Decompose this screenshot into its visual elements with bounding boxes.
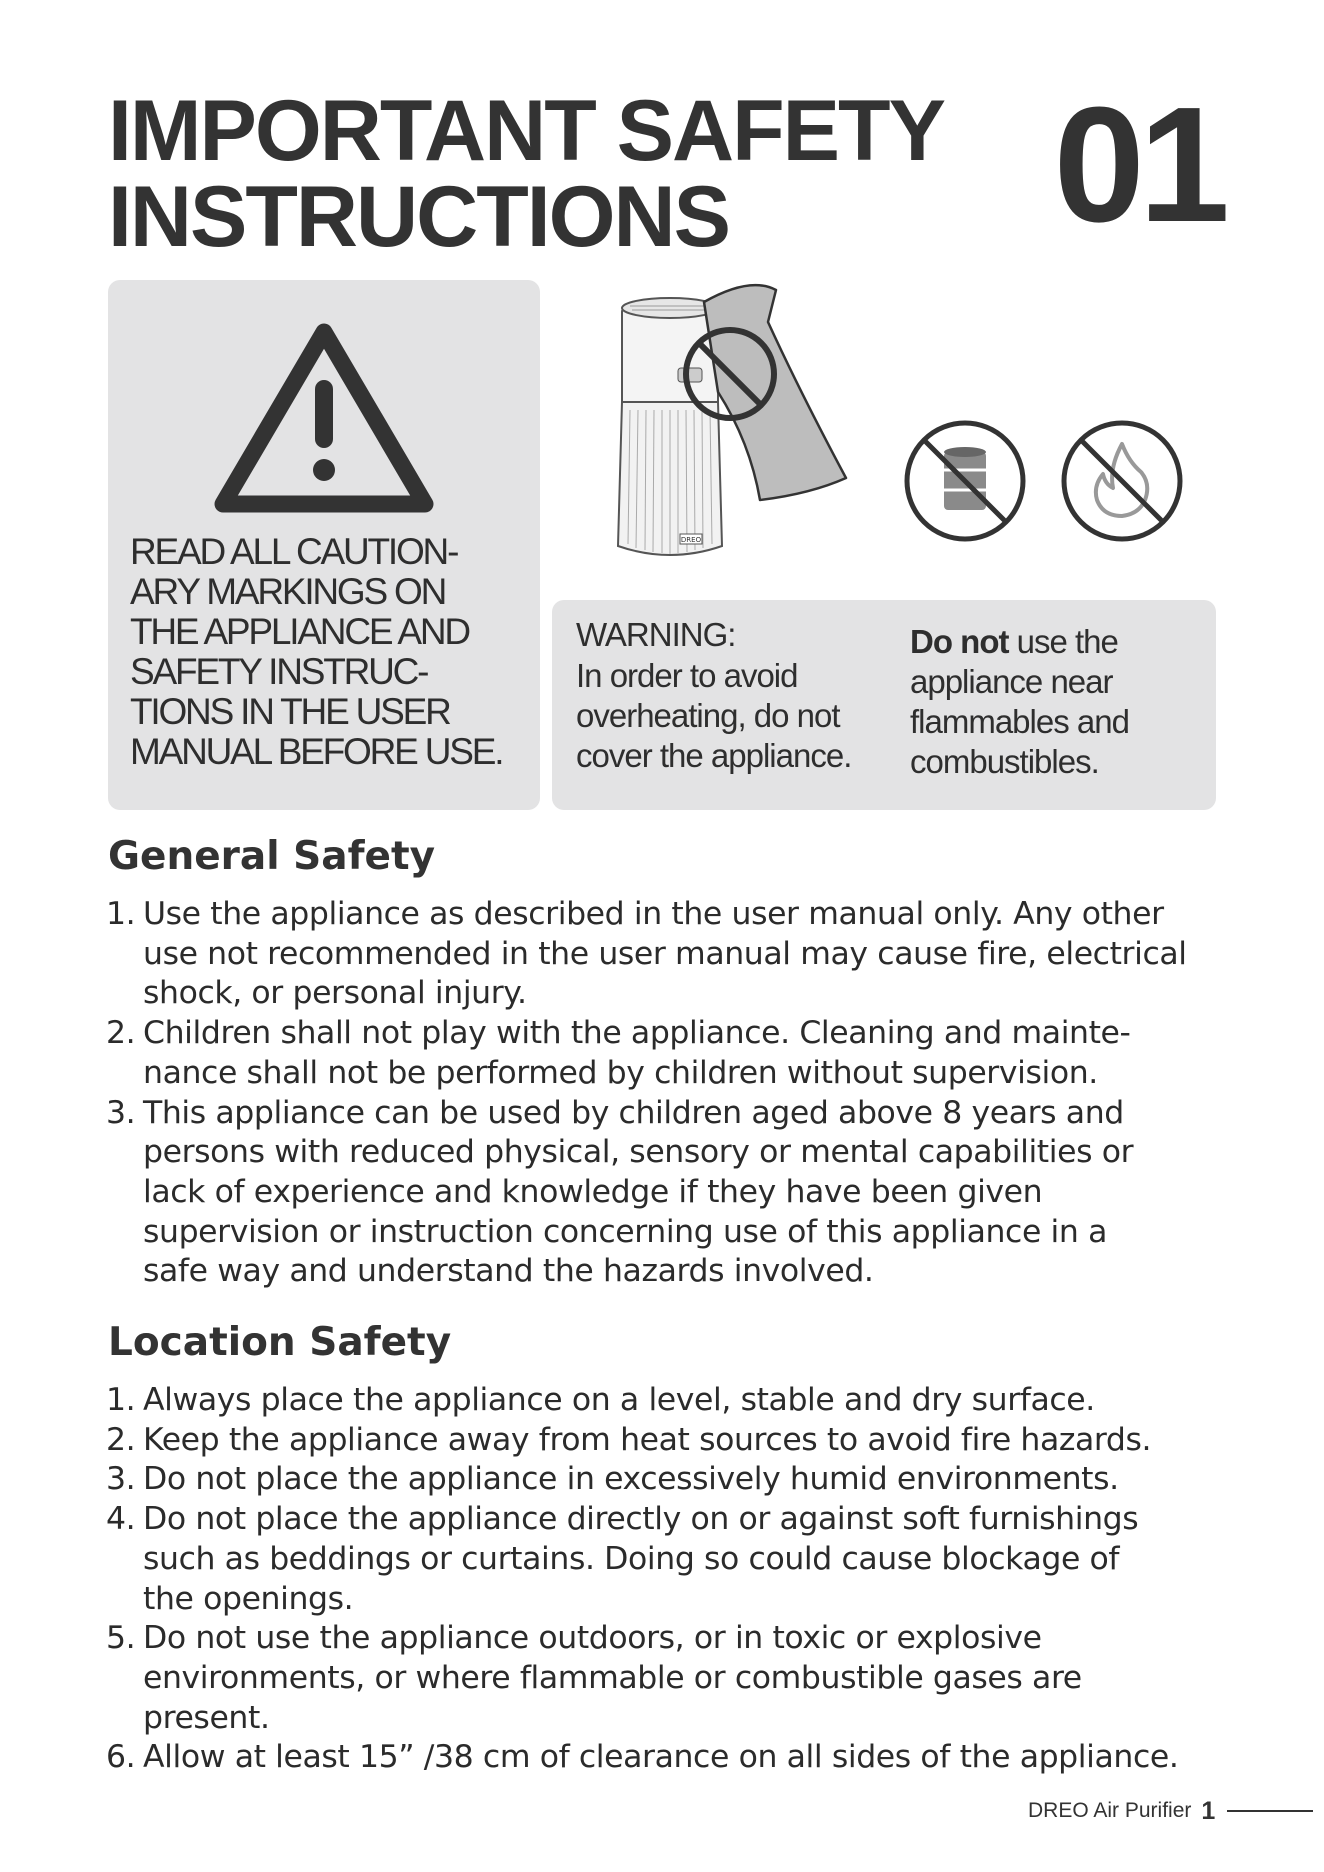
warning-line: cover the appliance. xyxy=(576,737,852,774)
chapter-number: 01 xyxy=(1053,73,1224,256)
purifier-brand-label: DREO xyxy=(680,536,702,544)
list-item-number: 4. xyxy=(106,1501,136,1538)
list-item-number: 1. xyxy=(106,896,136,932)
caution-text-line: MANUAL BEFORE USE. xyxy=(130,731,503,772)
page-title-line: IMPORTANT SAFETY xyxy=(108,83,944,179)
caution-text xyxy=(130,532,530,772)
caution-text-line: TIONS IN THE USER xyxy=(130,691,450,732)
list-item-number: 1. xyxy=(106,1382,136,1418)
list-item-line: Do not place the appliance in excessively humid environments. xyxy=(143,1461,1119,1498)
list-item-line: Always place the appliance on a level, stable and dry surface. xyxy=(143,1382,1095,1418)
list-item-line: This appliance can be used by children aged above 8 years and xyxy=(143,1094,1124,1131)
list-item xyxy=(106,1460,1246,1500)
caution-text-line: THE APPLIANCE AND xyxy=(130,611,469,652)
page-title xyxy=(108,83,944,265)
list-item-line: supervision or instruction concerning use of this appliance in a xyxy=(143,1213,1107,1250)
list-item-line: Use the appliance as described in the user manual only. Any other xyxy=(143,896,1164,932)
list-item-line: use not recommended in the user manual may cause fire, electrical xyxy=(143,935,1187,972)
page-title-line: INSTRUCTIONS xyxy=(108,169,729,265)
list-item-number: 5. xyxy=(106,1620,136,1657)
page-footer xyxy=(1028,1796,1313,1826)
warning-line-rest: use the xyxy=(1008,623,1118,660)
list-item-number: 6. xyxy=(106,1739,136,1776)
list-item-line: Do not place the appliance directly on or against soft furnishings xyxy=(143,1501,1139,1538)
no-combustibles-flame-icon xyxy=(1059,418,1185,544)
location-safety-heading: Location Safety xyxy=(108,1320,452,1365)
warning-line: appliance near xyxy=(910,663,1113,700)
general-safety-heading: General Safety xyxy=(108,834,436,879)
list-item-line: such as beddings or curtains. Doing so could cause blockage of xyxy=(143,1540,1120,1577)
footer-rule xyxy=(1227,1810,1313,1812)
warning-heading: WARNING: xyxy=(576,616,736,653)
warning-flammables xyxy=(910,622,1129,782)
general-safety-list xyxy=(106,895,1246,1292)
footer-product-name: DREO Air Purifier xyxy=(1028,1799,1192,1822)
list-item-line: Children shall not play with the appliance. Cleaning and mainte- xyxy=(143,1015,1131,1052)
no-flammables-barrel-icon xyxy=(902,418,1028,544)
caution-text-line: SAFETY INSTRUC- xyxy=(130,651,428,692)
list-item-line: present. xyxy=(143,1699,270,1736)
warning-emphasis: Do not xyxy=(910,623,1009,660)
list-item xyxy=(106,1014,1246,1093)
list-item-line: persons with reduced physical, sensory or mental capabilities or xyxy=(143,1134,1134,1171)
list-item-line: nance shall not be performed by children without supervision. xyxy=(143,1054,1098,1091)
caution-text-line: ARY MARKINGS ON xyxy=(130,571,446,612)
list-item xyxy=(106,1738,1246,1778)
list-item xyxy=(106,1500,1246,1619)
list-item-line: safe way and understand the hazards involved. xyxy=(143,1253,874,1290)
list-item-line: the openings. xyxy=(143,1580,354,1617)
list-item-line: shock, or personal injury. xyxy=(143,975,527,1012)
warning-line: overheating, do not xyxy=(576,697,840,734)
list-item xyxy=(106,1381,1246,1421)
caution-text-line: READ ALL CAUTION- xyxy=(130,531,458,572)
list-item-line: environments, or where flammable or combustible gases are xyxy=(143,1659,1082,1696)
list-item-line: lack of experience and knowledge if they have been given xyxy=(143,1173,1043,1210)
page-number: 1 xyxy=(1201,1796,1216,1825)
location-safety-list xyxy=(106,1381,1246,1778)
list-item-line: Keep the appliance away from heat sources to avoid fire hazards. xyxy=(143,1421,1152,1458)
warning-overheating xyxy=(576,616,851,776)
list-item-line: Allow at least 15” /38 cm of clearance on all sides of the appliance. xyxy=(143,1739,1179,1776)
warning-panel xyxy=(552,600,1216,810)
warning-line: In order to avoid xyxy=(576,657,798,694)
caution-panel xyxy=(108,280,540,810)
list-item-line: Do not use the appliance outdoors, or in toxic or explosive xyxy=(143,1620,1042,1657)
covered-purifier-prohibited-icon xyxy=(600,282,860,572)
list-item-number: 2. xyxy=(106,1015,136,1052)
warning-line: combustibles. xyxy=(910,743,1099,780)
list-item-number: 3. xyxy=(106,1094,136,1131)
list-item-number: 2. xyxy=(106,1421,136,1458)
list-item xyxy=(106,1094,1246,1293)
list-item xyxy=(106,1421,1246,1461)
list-item xyxy=(106,895,1246,1014)
list-item-number: 3. xyxy=(106,1461,136,1498)
warning-line xyxy=(910,622,1129,662)
list-item xyxy=(106,1619,1246,1738)
warning-triangle-icon xyxy=(211,318,437,518)
warning-line: flammables and xyxy=(910,703,1129,740)
